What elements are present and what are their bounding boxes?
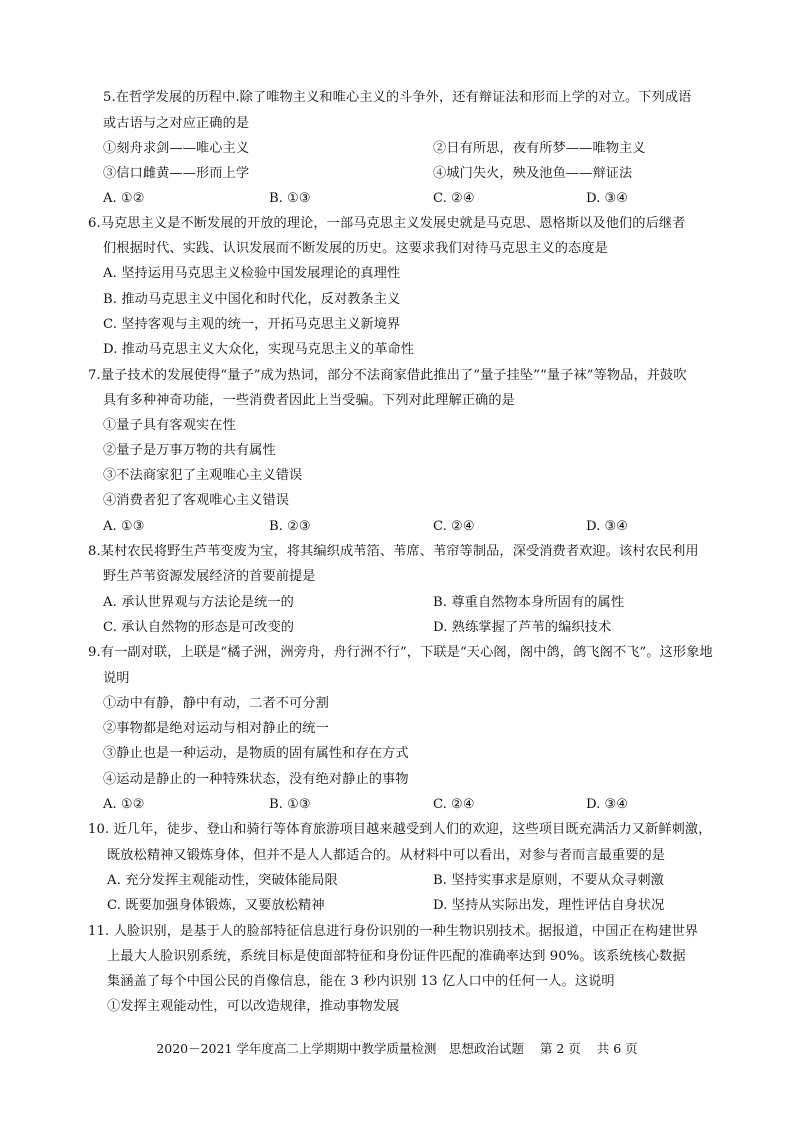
q9-option-b: B. ①③ bbox=[269, 797, 311, 812]
q9-stem-line2: 说明 bbox=[103, 671, 130, 686]
page-footer bbox=[0, 1040, 794, 1058]
q7-option-b: B. ②③ bbox=[269, 519, 311, 534]
q8-option-a: A. 承认世界观与方法论是统一的 bbox=[103, 595, 294, 610]
q10-option-c: C. 既要加强身体锻炼，又要放松精神 bbox=[107, 898, 325, 913]
q8-option-b: B. 尊重自然物本身所固有的属性 bbox=[433, 595, 625, 610]
q10-stem-line2: 既放松精神又锻炼身体，但并不是人人都适合的。从材料中可以看出，对参与者而言最重要的是 bbox=[107, 848, 666, 863]
q11-stem-line3: 集涵盖了每个中国公民的肖像信息，能在 3 秒内识别 13 亿人口中的任何一人。这说明 bbox=[107, 974, 615, 989]
q10-stem-line1: 10. 近几年，徒步、登山和骑行等体育旅游项目越来越受到人们的欢迎，这些项目既充满活力又新鲜刺激， bbox=[88, 822, 712, 837]
q7-stem-line1: 7.量子技术的发展使得“量子”成为热词，部分不法商家借此推出了“量子挂坠”“量子袜”等物品，并鼓吹 bbox=[88, 368, 687, 383]
q11-stem-line2: 上最大人脸识别系统，系统目标是使面部特征和身份证件匹配的准确率达到 90%。该系统核心数据 bbox=[107, 949, 686, 964]
q10-option-b: B. 坚持实事求是原则，不要从众寻刺激 bbox=[433, 873, 664, 888]
q7-statement-3: ③不法商家犯了主观唯心主义错误 bbox=[103, 468, 303, 483]
q5-stem-line2: 或古语与之对应正确的是 bbox=[103, 116, 250, 131]
q9-statement-1: ①动中有静，静中有动，二者不可分割 bbox=[103, 696, 329, 711]
q5-statement-3: ③信口雌黄——形而上学 bbox=[103, 166, 250, 181]
q7-statement-4: ④消费者犯了客观唯心主义错误 bbox=[103, 493, 290, 508]
q10-option-d: D. 坚持从实际出发，理性评估自身状况 bbox=[433, 898, 665, 913]
q10-option-a: A. 充分发挥主观能动性，突破体能局限 bbox=[107, 873, 338, 888]
q9-statement-2: ②事物都是绝对运动与相对静止的统一 bbox=[103, 721, 329, 736]
q9-stem-line1: 9.有一副对联，上联是“橘子洲，洲旁舟，舟行洲不行”，下联是“天心阁，阁中鸽，鸽飞阁不飞”。这形象地 bbox=[88, 645, 713, 660]
footer-page-number: 第 2 页 bbox=[539, 1041, 581, 1056]
q8-stem-line1: 8.某村农民将野生芦苇变废为宝，将其编织成苇箔、苇席、苇帘等制品，深受消费者欢迎。该村农民利用 bbox=[88, 544, 699, 559]
q6-option-c: C. 坚持客观与主观的统一，开拓马克思主义新境界 bbox=[103, 317, 401, 332]
q11-statement-1: ①发挥主观能动性，可以改造规律，推动事物发展 bbox=[107, 999, 400, 1014]
q5-option-d: D. ③④ bbox=[586, 191, 629, 206]
q9-statement-4: ④运动是静止的一种特殊状态，没有绝对静止的事物 bbox=[103, 772, 409, 787]
q7-stem-line2: 具有多种神奇功能，一些消费者因此上当受骗。下列对此理解正确的是 bbox=[103, 393, 515, 408]
q5-option-c: C. ②④ bbox=[433, 191, 475, 206]
footer-exam-title: 2020－2021 学年度高二上学期期中教学质量检测 思想政治试题 bbox=[156, 1041, 524, 1056]
q7-option-c: C. ②④ bbox=[433, 519, 475, 534]
q5-statement-4: ④城门失火，殃及池鱼——辩证法 bbox=[433, 166, 633, 181]
q6-option-b: B. 推动马克思主义中国化和时代化，反对教条主义 bbox=[103, 292, 401, 307]
q7-statement-1: ①量子具有客观实在性 bbox=[103, 418, 236, 433]
q6-stem-line2: 们根据时代、实践、认识发展而不断发展的历史。这要求我们对待马克思主义的态度是 bbox=[103, 241, 608, 256]
q5-option-b: B. ①③ bbox=[269, 191, 311, 206]
q7-option-d: D. ③④ bbox=[586, 519, 629, 534]
q6-option-a: A. 坚持运用马克思主义检验中国发展理论的真理性 bbox=[103, 266, 401, 281]
q7-option-a: A. ①③ bbox=[103, 519, 145, 534]
q9-statement-3: ③静止也是一种运动，是物质的固有属性和存在方式 bbox=[103, 746, 409, 761]
footer-total-pages: 共 6 页 bbox=[596, 1041, 638, 1056]
q9-option-a: A. ①② bbox=[103, 797, 145, 812]
q6-stem-line1: 6.马克思主义是不断发展的开放的理论，一部马克思主义发展史就是马克思、恩格斯以及他们的后继者 bbox=[88, 216, 686, 231]
q5-statement-1: ①刻舟求剑——唯心主义 bbox=[103, 141, 250, 156]
q5-option-a: A. ①② bbox=[103, 191, 145, 206]
q11-stem-line1: 11. 人脸识别，是基于人的脸部特征信息进行身份识别的一种生物识别技术。据报道，中国正在构建世界 bbox=[88, 924, 699, 939]
q8-option-c: C. 承认自然物的形态是可改变的 bbox=[103, 620, 295, 635]
q7-statement-2: ②量子是万事万物的共有属性 bbox=[103, 443, 276, 458]
q6-option-d: D. 推动马克思主义大众化，实现马克思主义的革命性 bbox=[103, 342, 415, 357]
q5-statement-2: ②日有所思，夜有所梦——唯物主义 bbox=[433, 141, 646, 156]
q5-stem-line1: 5.在哲学发展的历程中.除了唯物主义和唯心主义的斗争外，还有辩证法和形而上学的对立。下列成语 bbox=[103, 90, 692, 105]
q9-option-d: D. ③④ bbox=[586, 797, 629, 812]
q9-option-c: C. ②④ bbox=[433, 797, 475, 812]
q8-option-d: D. 熟练掌握了芦苇的编织技术 bbox=[433, 620, 612, 635]
q8-stem-line2: 野生芦苇资源发展经济的首要前提是 bbox=[103, 569, 316, 584]
